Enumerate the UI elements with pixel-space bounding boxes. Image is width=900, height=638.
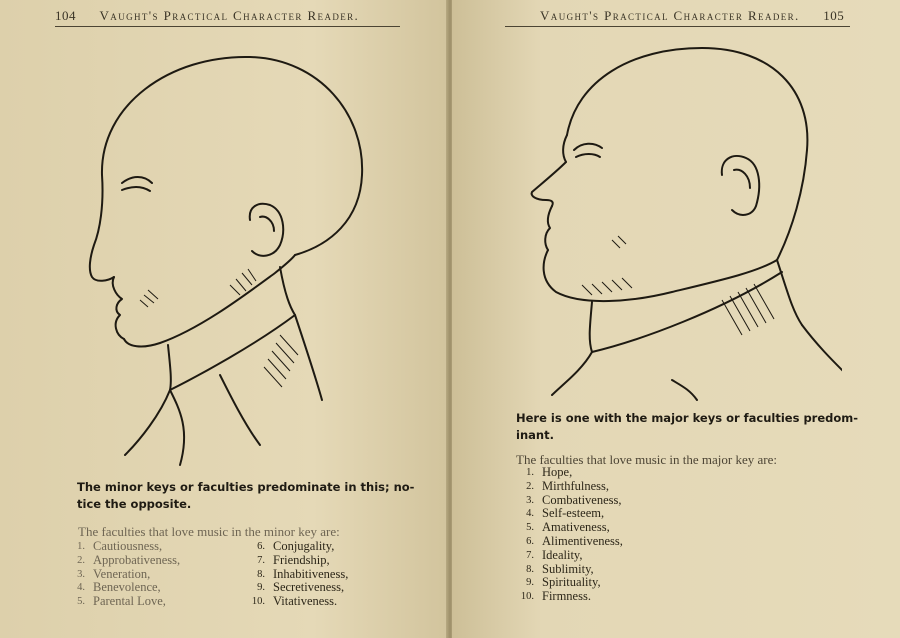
list-item: [58, 581, 180, 595]
profile-head-illustration-right: [522, 40, 842, 410]
item-number: 4.: [77, 582, 85, 594]
item-number: 1.: [77, 541, 85, 552]
list-item: [238, 581, 348, 595]
item-number: 2.: [526, 480, 534, 492]
list-item: [238, 595, 348, 609]
item-number: 3.: [526, 494, 534, 506]
item-name: Vitativeness.: [273, 594, 338, 609]
item-number: 10.: [520, 591, 534, 603]
list-item: [238, 540, 348, 554]
header-rule-left: [55, 26, 400, 27]
item-number: 9.: [526, 577, 534, 589]
faculties-list-left-col1: [58, 540, 180, 609]
item-name: Spirituality,: [542, 575, 601, 590]
list-item: [238, 554, 348, 568]
list-item: [507, 521, 623, 535]
item-number: 8.: [257, 568, 265, 580]
item-name: Conjugality,: [273, 539, 335, 553]
caption-left: [77, 479, 414, 513]
left-page: [0, 0, 448, 638]
item-number: 7.: [526, 549, 534, 561]
caption-left-line2: tice the opposite.: [77, 497, 192, 511]
item-number: 9.: [257, 582, 265, 594]
item-number: 6.: [257, 541, 265, 552]
left-header: [55, 8, 359, 24]
list-item: [507, 466, 623, 480]
running-title-left: Vaught's Practical Character Reader.: [99, 8, 360, 23]
item-name: Self-esteem,: [542, 506, 605, 521]
running-title-right: Vaught's Practical Character Reader.: [540, 8, 800, 23]
item-name: Approbativeness,: [93, 552, 181, 567]
item-number: 7.: [257, 554, 265, 566]
item-name: Combativeness,: [542, 492, 622, 507]
caption-right-line2: inant.: [516, 428, 554, 442]
item-name: Benevolence,: [93, 580, 161, 595]
item-number: 1.: [526, 467, 534, 478]
item-name: Ideality,: [542, 547, 583, 562]
item-number: 5.: [77, 596, 85, 608]
item-number: 5.: [526, 522, 534, 534]
caption-right: [516, 410, 858, 444]
right-page: [452, 0, 900, 638]
item-name: Secretiveness,: [273, 580, 345, 595]
item-name: Parental Love,: [93, 594, 166, 609]
item-name: Firmness.: [542, 589, 591, 604]
item-name: Sublimity,: [542, 561, 594, 576]
faculties-intro-left: The faculties that love music in the minor key are:: [78, 524, 340, 539]
caption-right-line1: Here is one with the major keys or faculties predom-: [516, 411, 859, 425]
list-item: [507, 563, 623, 577]
faculties-intro-right: The faculties that love music in the major key are:: [516, 452, 777, 467]
item-number: 2.: [77, 554, 85, 566]
list-item: [507, 590, 623, 604]
caption-left-line1: The minor keys or faculties predominate in this; no-: [77, 480, 415, 494]
item-name: Mirthfulness,: [542, 478, 610, 493]
list-item: [507, 494, 623, 508]
profile-head-illustration-left: [80, 45, 380, 475]
list-item: [507, 549, 623, 563]
item-number: 8.: [526, 563, 534, 575]
list-item: [58, 595, 180, 609]
item-number: 3.: [77, 568, 85, 580]
item-number: 6.: [526, 535, 534, 547]
page-number-right: 105: [823, 8, 845, 23]
item-name: Alimentiveness,: [542, 533, 623, 548]
list-item: [507, 535, 623, 549]
list-item: [507, 576, 623, 590]
header-rule-right: [505, 26, 850, 27]
item-number: 4.: [526, 508, 534, 520]
list-item: [507, 480, 623, 494]
list-item: [507, 507, 623, 521]
item-name: Hope,: [542, 465, 573, 479]
list-item: [58, 540, 180, 554]
item-name: Veneration,: [93, 566, 151, 581]
item-number: 10.: [251, 596, 265, 608]
faculties-list-left-col2: [238, 540, 348, 609]
faculties-list-right: [507, 466, 623, 604]
item-name: Inhabitiveness,: [273, 566, 349, 581]
item-name: Cautiousness,: [93, 539, 163, 553]
list-item: [58, 568, 180, 582]
page-number-left: 104: [55, 8, 76, 23]
list-item: [58, 554, 180, 568]
item-name: Amativeness,: [542, 520, 610, 535]
item-name: Friendship,: [273, 552, 330, 567]
right-header: [540, 8, 844, 24]
list-item: [238, 568, 348, 582]
